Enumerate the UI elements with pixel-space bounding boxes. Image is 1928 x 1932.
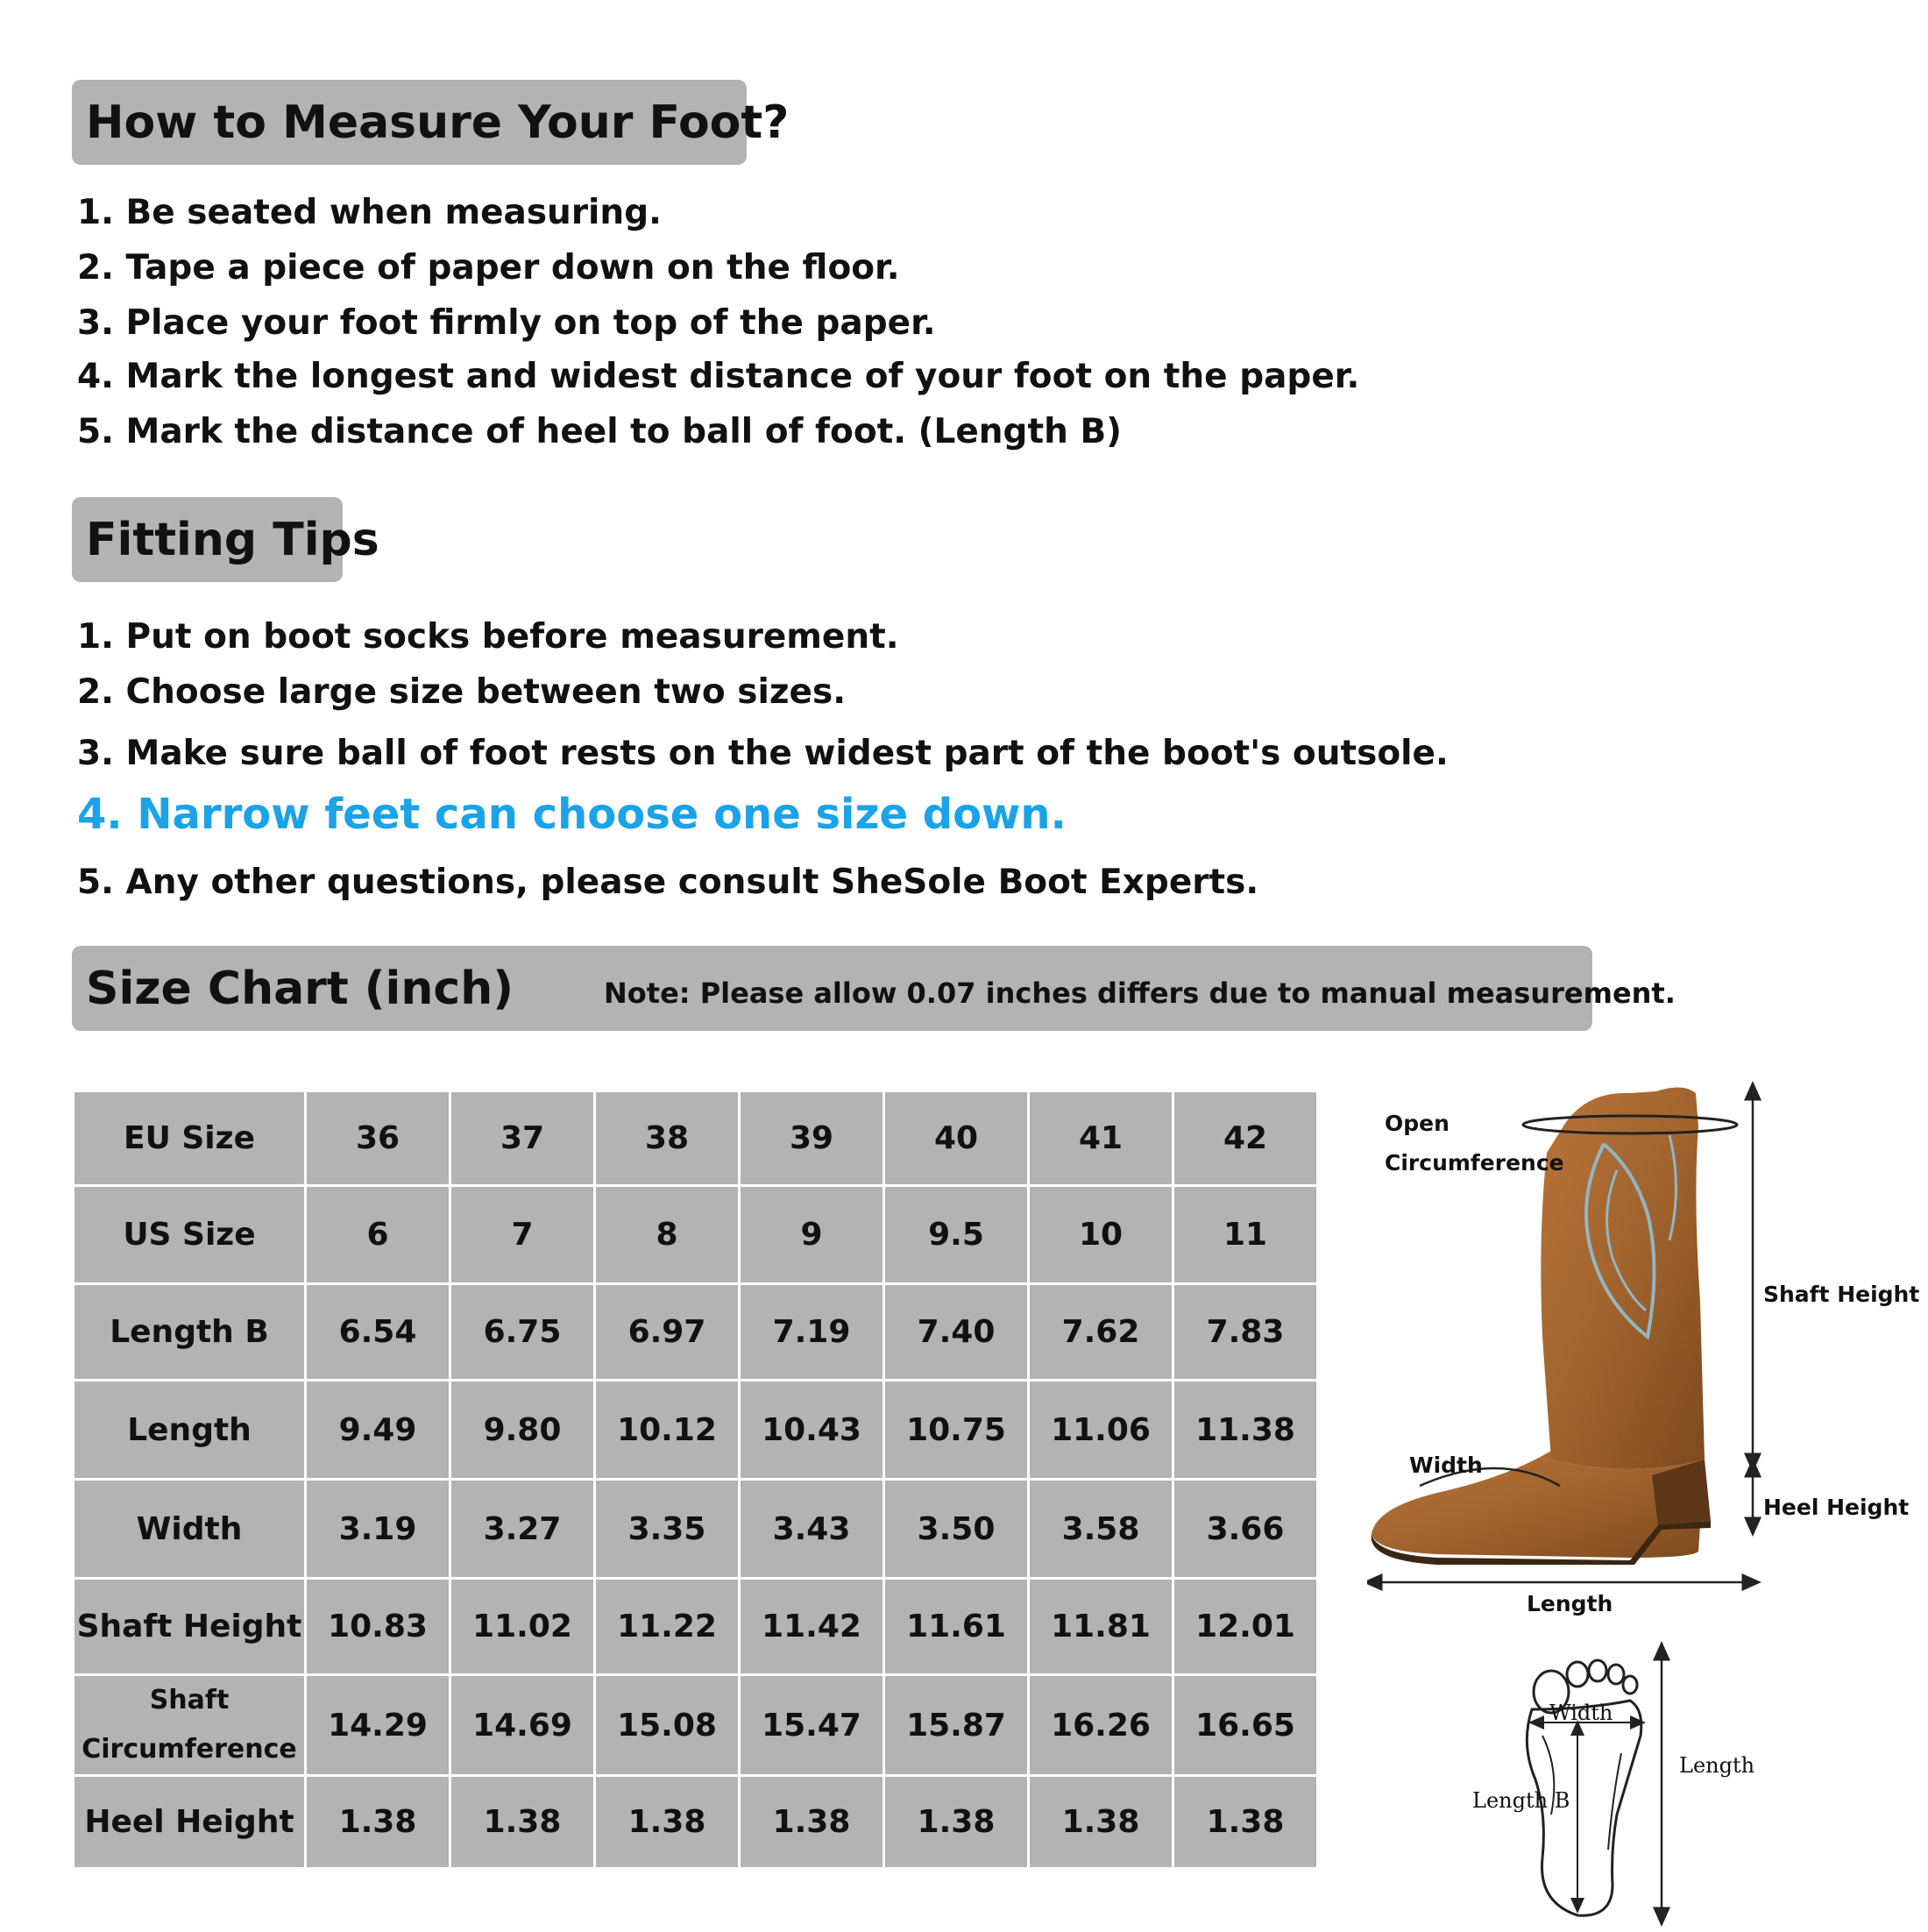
size-cell: 10.12 — [595, 1381, 740, 1480]
size-cell: 7.19 — [740, 1284, 884, 1381]
heel-height-label: Heel Height — [1763, 1495, 1910, 1520]
width-label: Width — [1409, 1453, 1483, 1478]
measure-step: 2. Tape a piece of paper down on the floor. — [77, 248, 900, 288]
tips-title: Fitting Tips — [86, 513, 379, 566]
open-label: Open — [1385, 1111, 1450, 1136]
tips-header — [72, 497, 379, 582]
size-chart-note: Note: Please allow 0.07 inches differs due to manual measurement. — [604, 977, 1676, 1010]
size-row-label: Length B — [74, 1284, 306, 1381]
size-cell: 39 — [740, 1091, 884, 1186]
size-cell: 16.65 — [1173, 1675, 1318, 1776]
size-cell: 3.19 — [306, 1480, 450, 1579]
size-chart-header — [72, 946, 1676, 1031]
size-row-label: Shaft Circumference — [74, 1675, 306, 1776]
foot-width-label: Width — [1549, 1701, 1613, 1725]
size-cell: 9.80 — [450, 1381, 595, 1480]
boot-diagram — [1367, 1074, 1920, 1616]
size-cell: 1.38 — [1029, 1776, 1173, 1869]
size-row — [74, 1186, 1318, 1284]
size-row — [74, 1091, 1318, 1186]
size-cell: 3.50 — [884, 1480, 1029, 1579]
size-row — [74, 1284, 1318, 1381]
size-cell: 10.75 — [884, 1381, 1029, 1480]
size-cell: 3.66 — [1173, 1480, 1318, 1579]
size-cell: 8 — [595, 1186, 740, 1284]
size-row-label: Length — [74, 1381, 306, 1480]
measure-step: 4. Mark the longest and widest distance of your foot on the paper. — [77, 357, 1360, 396]
size-cell: 11.38 — [1173, 1381, 1318, 1480]
size-cell: 15.08 — [595, 1675, 740, 1776]
foot-length-b-label: Length B — [1472, 1788, 1570, 1813]
size-cell: 1.38 — [740, 1776, 884, 1869]
circumference-label: Circumference — [1385, 1150, 1564, 1176]
tip-item: 2. Choose large size between two sizes. — [77, 672, 847, 712]
length-label: Length — [1527, 1591, 1613, 1616]
size-cell: 12.01 — [1173, 1579, 1318, 1675]
size-cell: 11.06 — [1029, 1381, 1173, 1480]
tip-item: 1. Put on boot socks before measurement. — [77, 617, 899, 657]
size-chart-title: Size Chart (inch) — [86, 962, 514, 1015]
size-cell: 1.38 — [1173, 1776, 1318, 1869]
size-cell: 6 — [306, 1186, 450, 1284]
size-row — [74, 1675, 1318, 1776]
size-row-label: Shaft Height — [74, 1579, 306, 1675]
size-cell: 36 — [306, 1091, 450, 1186]
size-row-label: Width — [74, 1480, 306, 1579]
size-cell: 1.38 — [450, 1776, 595, 1869]
size-cell: 10.83 — [306, 1579, 450, 1675]
size-cell: 37 — [450, 1091, 595, 1186]
size-row — [74, 1579, 1318, 1675]
size-cell: 7.40 — [884, 1284, 1029, 1381]
size-cell: 11 — [1173, 1186, 1318, 1284]
measure-title: How to Measure Your Foot? — [86, 96, 790, 149]
tip-item: 3. Make sure ball of foot rests on the widest part of the boot's outsole. — [77, 734, 1449, 773]
size-cell: 1.38 — [306, 1776, 450, 1869]
size-cell: 41 — [1029, 1091, 1173, 1186]
size-cell: 15.87 — [884, 1675, 1029, 1776]
size-cell: 1.38 — [595, 1776, 740, 1869]
size-cell: 3.43 — [740, 1480, 884, 1579]
size-cell: 42 — [1173, 1091, 1318, 1186]
size-cell: 38 — [595, 1091, 740, 1186]
size-cell: 11.02 — [450, 1579, 595, 1675]
size-cell: 15.47 — [740, 1675, 884, 1776]
size-cell: 3.35 — [595, 1480, 740, 1579]
measure-step: 3. Place your foot firmly on top of the paper. — [77, 303, 936, 343]
size-cell: 16.26 — [1029, 1675, 1173, 1776]
size-cell: 11.42 — [740, 1579, 884, 1675]
size-row-label: Heel Height — [74, 1776, 306, 1869]
size-row-label: EU Size — [74, 1091, 306, 1186]
size-cell: 6.97 — [595, 1284, 740, 1381]
measure-step: 5. Mark the distance of heel to ball of foot. (Length B) — [77, 412, 1122, 451]
size-cell: 40 — [884, 1091, 1029, 1186]
size-row — [74, 1381, 1318, 1480]
foot-length-label: Length — [1679, 1753, 1755, 1778]
shaft-height-label: Shaft Height — [1763, 1282, 1920, 1307]
size-cell: 9.5 — [884, 1186, 1029, 1284]
size-cell: 14.69 — [450, 1675, 595, 1776]
size-cell: 10.43 — [740, 1381, 884, 1480]
size-cell: 7.62 — [1029, 1284, 1173, 1381]
tip-item: 5. Any other questions, please consult SheSole Boot Experts. — [77, 863, 1259, 902]
measure-step: 1. Be seated when measuring. — [77, 193, 662, 232]
size-cell: 3.58 — [1029, 1480, 1173, 1579]
size-table — [72, 1090, 1319, 1870]
size-cell: 3.27 — [450, 1480, 595, 1579]
foot-diagram — [1455, 1639, 1770, 1928]
size-cell: 11.81 — [1029, 1579, 1173, 1675]
size-cell: 11.22 — [595, 1579, 740, 1675]
size-row — [74, 1480, 1318, 1579]
size-cell: 7 — [450, 1186, 595, 1284]
size-row — [74, 1776, 1318, 1869]
measure-header — [72, 80, 790, 165]
size-cell: 10 — [1029, 1186, 1173, 1284]
tip-item-highlight: 4. Narrow feet can choose one size down. — [77, 790, 1067, 839]
size-cell: 7.83 — [1173, 1284, 1318, 1381]
size-cell: 11.61 — [884, 1579, 1029, 1675]
size-cell: 9 — [740, 1186, 884, 1284]
size-cell: 14.29 — [306, 1675, 450, 1776]
size-cell: 6.75 — [450, 1284, 595, 1381]
foot-outline-illustration — [1455, 1639, 1770, 1928]
size-cell: 1.38 — [884, 1776, 1029, 1869]
size-row-label: US Size — [74, 1186, 306, 1284]
size-cell: 6.54 — [306, 1284, 450, 1381]
size-cell: 9.49 — [306, 1381, 450, 1480]
